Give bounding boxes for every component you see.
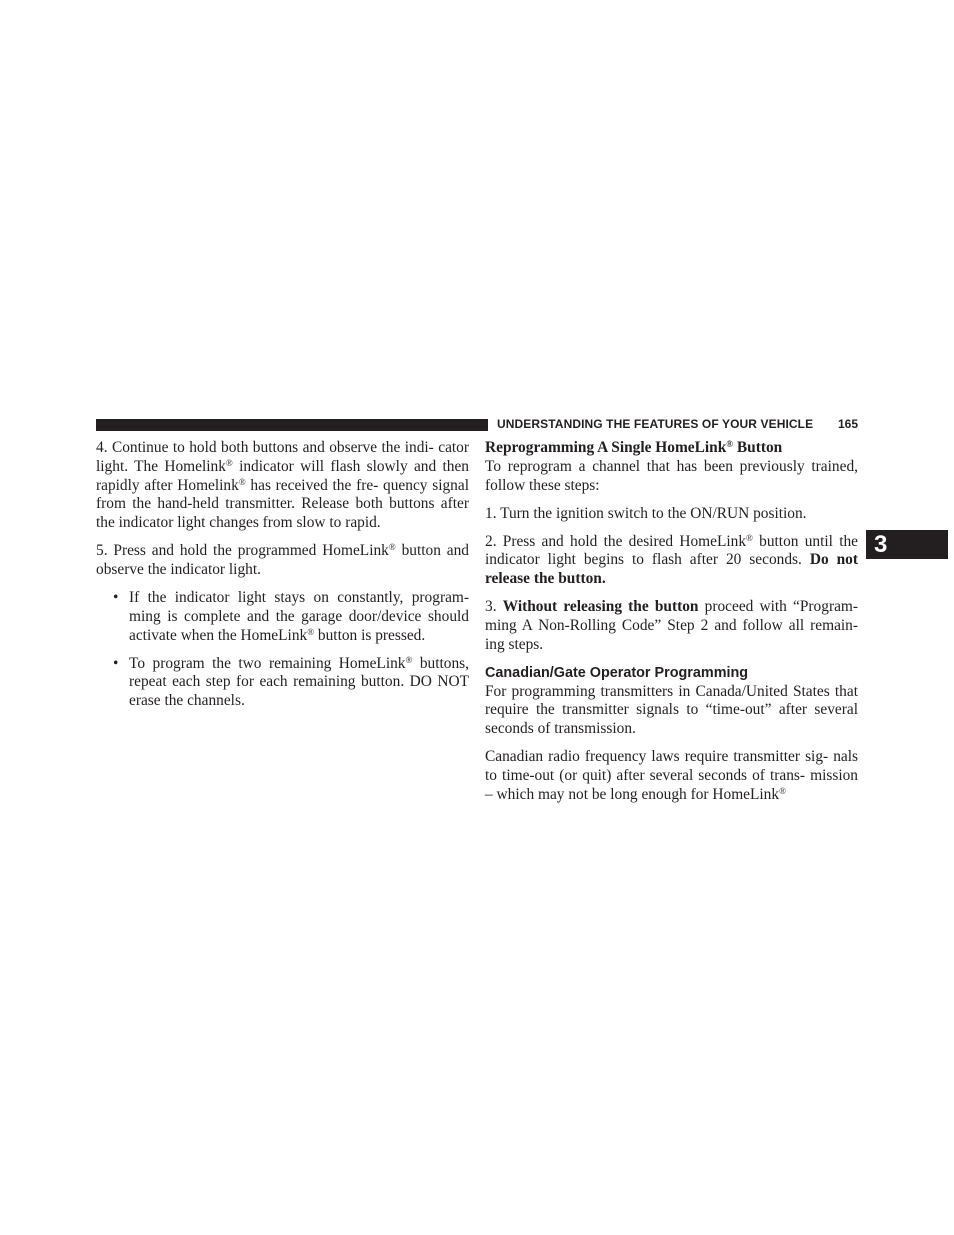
- chapter-number: 3: [874, 531, 888, 558]
- bullet-icon: •: [113, 654, 119, 672]
- section-heading-canadian: Canadian/Gate Operator Programming: [485, 664, 749, 681]
- registered-mark: ®: [307, 626, 315, 637]
- header-rule: [96, 419, 488, 431]
- section-heading-reprogramming: Reprogramming A Single HomeLink® Button: [485, 439, 783, 456]
- running-header-title: UNDERSTANDING THE FEATURES OF YOUR VEHICLE: [497, 417, 814, 431]
- registered-mark: ®: [405, 654, 413, 665]
- left-column: [96, 439, 469, 720]
- step-2-paragraph: 2. Press and hold the desired HomeLink® button until the indicator light begins to flash after 20 seconds. Do not release the button.: [485, 532, 858, 588]
- right-column: [485, 439, 858, 804]
- canadian-paragraph-2: Canadian radio frequency laws require transmitter sig- nals to time-out (or quit) after several seconds of trans- mission – which may not be long enough for HomeLink®: [485, 748, 858, 803]
- registered-mark: ®: [779, 785, 786, 796]
- step-5-paragraph: 5. Press and hold the programmed HomeLink® button and observe the indicator light.: [96, 542, 469, 578]
- bullet-item: • To program the two remaining HomeLink® buttons, repeat each step for each remaining button. DO NOT erase the channels.: [113, 654, 469, 710]
- registered-mark: ®: [726, 439, 734, 449]
- registered-mark: ®: [746, 532, 753, 543]
- registered-mark: ®: [238, 476, 246, 487]
- page-number: 165: [838, 417, 859, 431]
- intro-paragraph: To reprogram a channel that has been previously trained, follow these steps:: [485, 457, 858, 494]
- step-1-paragraph: 1. Turn the ignition switch to the ON/RUN position.: [485, 504, 807, 522]
- registered-mark: ®: [388, 542, 396, 553]
- canadian-paragraph-1: For programming transmitters in Canada/United States that require the transmitter signals to “time-out” after several seconds of transmission.: [485, 682, 858, 738]
- bullet-item: • If the indicator light stays on constantly, program- ming is complete and the garage door/device should activate when the HomeLink® button is pressed.: [113, 588, 469, 644]
- registered-mark: ®: [225, 457, 233, 468]
- bullet-icon: •: [113, 588, 119, 606]
- step-3-paragraph: 3. Without releasing the button proceed with “Program- ming A Non-Rolling Code” Step 2 and follow all remain- ing steps.: [485, 598, 858, 653]
- step-4-paragraph: 4. Continue to hold both buttons and observe the indi- cator light. The Homelink® indicator will flash slowly and then rapidly after Homelink® has received the fre- quency signal from the hand-held transmitter. Release both buttons after the indicator light changes from slow to rapid.: [96, 439, 470, 532]
- chapter-tab: [866, 530, 948, 559]
